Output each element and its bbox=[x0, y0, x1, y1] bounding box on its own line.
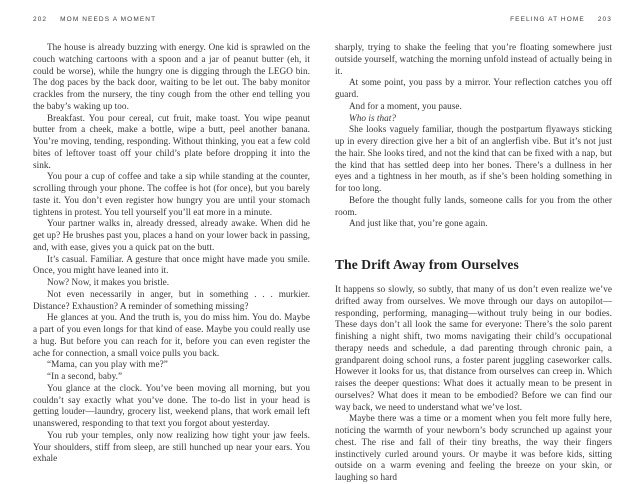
running-header-left bbox=[33, 16, 310, 25]
paragraph: sharply, trying to shake the feeling that you’re floating somewhere just outside yourself, watching the morning unfold instead of actually being in it. bbox=[335, 42, 612, 76]
page-right bbox=[335, 16, 612, 484]
paragraph: Breakfast. You pour cereal, cut fruit, make toast. You wipe peanut butter from a cheek, make a bottle, wipe a butt, peel another banana. You’re moving, tending, responding. Without thinking, you eat a few cold bites of leftover toast off your child’s plate before dropping it into the sink. bbox=[33, 112, 310, 170]
page-number-left: 202 bbox=[33, 16, 48, 23]
paragraph: The house is already buzzing with energy. One kid is sprawled on the couch watching cartoons with a spoon and a jar of peanut butter (eh, it could be worse), while the hungry one is digging through the LEGO bin. The dog paces by the back door, waiting to be let out. The baby monitor crackles from the nursery, the tiny cough from the other end telling you the baby’s waking up too. bbox=[33, 42, 310, 111]
page-left bbox=[33, 16, 310, 465]
paragraph: Who is that? bbox=[349, 112, 397, 123]
paragraph: And just like that, you’re gone again. bbox=[349, 218, 488, 229]
paragraph: You pour a cup of coffee and take a sip while standing at the counter, scrolling through your phone. The coffee is hot (for once), but you barely taste it. You don’t even register how hungry you are until your stomach tightens in protest. You tell yourself you’ll eat more in a minute. bbox=[33, 171, 310, 217]
page-body-left bbox=[33, 42, 310, 465]
paragraph: It’s casual. Familiar. A gesture that once might have made you smile. Once, you might have leaned into it. bbox=[33, 253, 310, 276]
paragraph: “In a second, baby.” bbox=[47, 371, 123, 381]
paragraph: He glances at you. And the truth is, you do miss him. You do. Maybe a part of you even longs for that kind of ease. Maybe you could really use a hug. But before you can reach for it, before you can even register the ache for connection, a small voice pulls you back. bbox=[33, 312, 310, 358]
paragraph: Maybe there was a time or a moment when you felt more fully here, noticing the warmth of your newborn’s body scrunched up against your chest. The rise and fall of their tiny breaths, the way their fingers instinctively curled around yours. Or maybe it was before kids, sitting outside on a warm evening and feeling the breeze on your skin, or laughing so hard bbox=[335, 413, 612, 482]
paragraph: Your partner walks in, already dressed, already awake. When did he get up? He brushes past you, places a hand on your lower back in passing, and, with ease, gives you a quick pat on the butt. bbox=[33, 218, 310, 252]
section-heading: The Drift Away from Ourselves bbox=[335, 257, 519, 272]
paragraph: Now? Now, it makes you bristle. bbox=[47, 277, 170, 287]
paragraph: At some point, you pass by a mirror. Your reflection catches you off guard. bbox=[335, 77, 612, 99]
paragraph: You glance at the clock. You’ve been moving all morning, but you couldn’t say exactly what you’ve done. The to-do list in your head is getting louder—laundry, grocery list, weekend plans, that work email left unanswered, responding to that text you forgot about yesterday. bbox=[33, 382, 310, 428]
paragraph: And for a moment, you pause. bbox=[349, 100, 462, 111]
running-title-left: MOM NEEDS A MOMENT bbox=[60, 16, 157, 23]
paragraph: It happens so slowly, so subtly, that many of us don’t even realize we’ve drifted away from ourselves. We move through our days on autopilot—responding, performing, managing—without truly being in our bodies. These days don’t all look the same for everyone: There’s the solo parent finishing a night shift, two moms navigating their child’s occupational therapy needs and schedule, a dad parenting through chronic pain, a grandparent doing school runs, a foster parent juggling caseworker calls. However it looks for us, that distance from ourselves can creep in. Which raises the deeper questions: What does it actually mean to be present in ourselves? What does it mean to be embodied? Before we can find our way back, we need to understand what we’ve lost. bbox=[335, 284, 612, 412]
paragraph: “Mama, can you play with me?” bbox=[47, 359, 168, 370]
page-body-right-section bbox=[335, 284, 612, 484]
paragraph: She looks vaguely familiar, though the postpartum flyaways sticking up in every direction give her a bit of an anglerfish vibe. But it’s not just the hair. She looks tired, and not the kind that can be fixed with a nap, but the kind that has settled deep into her bones. There’s a dullness in her eyes and a tightness in her mouth, as if she’s been holding something in for too long. bbox=[335, 124, 612, 193]
paragraph: Not even necessarily in anger, but in something . . . murkier. Distance? Exhaustion? A reminder of something missing? bbox=[33, 288, 310, 311]
running-title-right: FEELING AT HOME bbox=[510, 16, 585, 23]
running-header-right bbox=[335, 16, 612, 25]
paragraph: Before the thought fully lands, someone calls for you from the other room. bbox=[335, 194, 612, 217]
page-body-right-top bbox=[335, 42, 612, 230]
paragraph: You rub your temples, only now realizing how tight your jaw feels. Your shoulders, stiff from sleep, are still hunched up near your ears. You exhale bbox=[33, 429, 310, 464]
page-number-right: 203 bbox=[597, 16, 612, 23]
